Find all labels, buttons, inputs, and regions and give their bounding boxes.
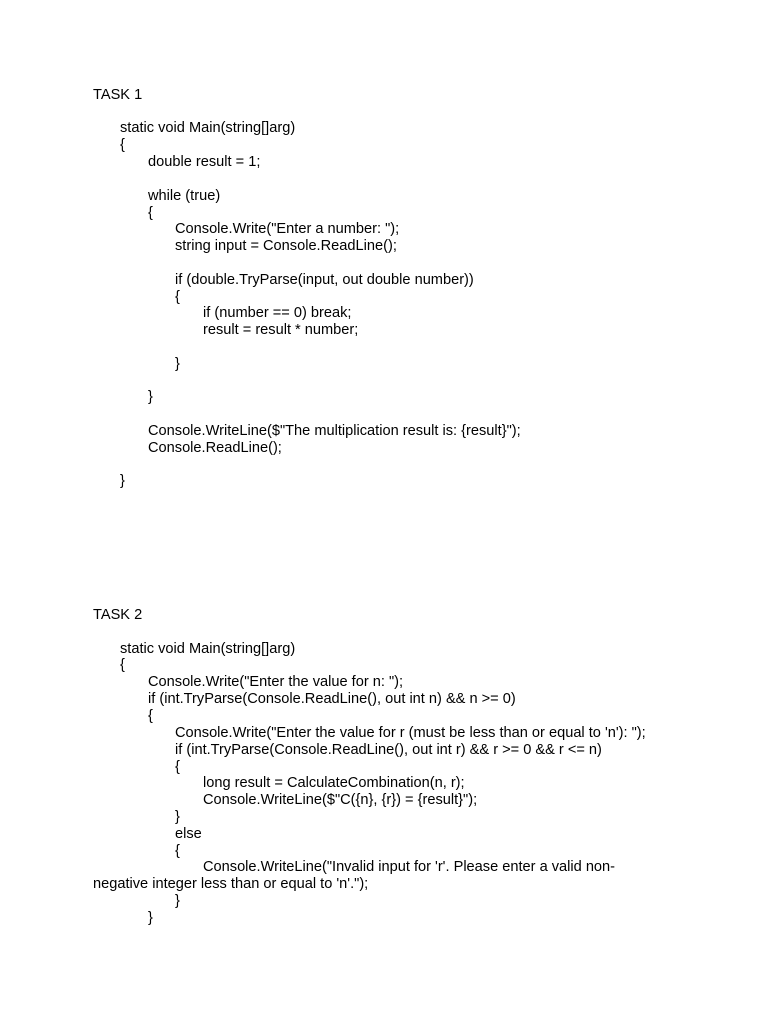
task1-heading: TASK 1: [93, 87, 143, 103]
code-line: }: [120, 473, 125, 489]
code-line: {: [120, 657, 125, 673]
code-line: }: [175, 356, 180, 372]
code-line: result = result * number;: [203, 322, 359, 338]
code-line: if (int.TryParse(Console.ReadLine(), out int n) && n >= 0): [148, 691, 516, 707]
code-line: negative integer less than or equal to 'n'.");: [93, 876, 369, 892]
task2-heading: TASK 2: [93, 607, 143, 623]
code-line: if (number == 0) break;: [203, 305, 352, 321]
code-line: Console.Write("Enter the value for r (must be less than or equal to 'n'): ");: [175, 725, 646, 741]
code-line: double result = 1;: [148, 154, 261, 170]
code-line: static void Main(string[]arg): [120, 641, 296, 657]
code-line: {: [175, 759, 180, 775]
code-line: {: [148, 708, 153, 724]
code-line: }: [148, 910, 153, 926]
code-line: else: [175, 826, 202, 842]
code-line: Console.WriteLine("Invalid input for 'r'. Please enter a valid non-: [203, 859, 616, 875]
code-line: Console.Write("Enter the value for n: ");: [148, 674, 404, 690]
code-line: }: [175, 893, 180, 909]
code-line: Console.WriteLine($"The multiplication result is: {result}");: [148, 423, 521, 439]
code-line: }: [148, 389, 153, 405]
code-line: while (true): [148, 188, 221, 204]
code-line: {: [148, 205, 153, 221]
code-line: Console.ReadLine();: [148, 440, 282, 456]
code-line: Console.Write("Enter a number: ");: [175, 221, 400, 237]
code-line: {: [120, 137, 125, 153]
code-line: Console.WriteLine($"C({n}, {r}) = {result}");: [203, 792, 478, 808]
code-line: if (int.TryParse(Console.ReadLine(), out int r) && r >= 0 && r <= n): [175, 742, 602, 758]
code-line: long result = CalculateCombination(n, r);: [203, 775, 465, 791]
code-line: if (double.TryParse(input, out double number)): [175, 272, 474, 288]
code-line: {: [175, 843, 180, 859]
code-line: }: [175, 809, 180, 825]
code-line: {: [175, 289, 180, 305]
code-line: string input = Console.ReadLine();: [175, 238, 397, 254]
code-line: static void Main(string[]arg): [120, 120, 296, 136]
